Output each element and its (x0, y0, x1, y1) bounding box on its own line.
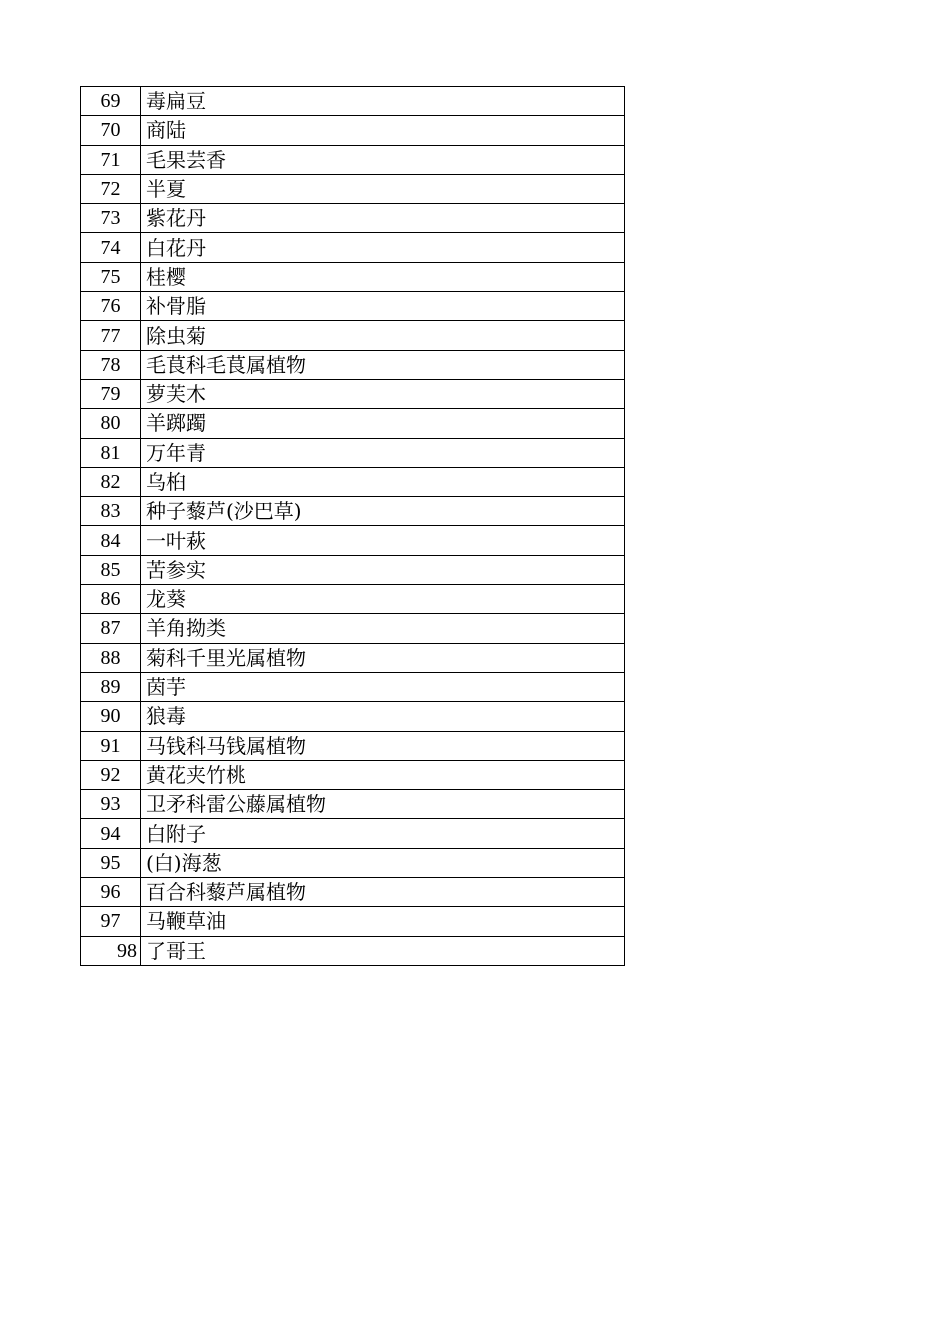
table-row (81, 702, 625, 731)
row-number: 78 (81, 350, 141, 379)
row-number: 97 (81, 907, 141, 936)
row-number: 98 (81, 936, 141, 965)
plant-name: 一叶萩 (141, 526, 625, 555)
plant-name: 万年青 (141, 438, 625, 467)
row-number: 74 (81, 233, 141, 262)
plant-name: 乌桕 (141, 467, 625, 496)
table-body (81, 87, 625, 966)
table-row (81, 731, 625, 760)
table-row (81, 643, 625, 672)
plant-name: 马钱科马钱属植物 (141, 731, 625, 760)
table-row (81, 848, 625, 877)
table-row (81, 614, 625, 643)
plant-name: 商陆 (141, 116, 625, 145)
plant-name: 除虫菊 (141, 321, 625, 350)
table-row (81, 672, 625, 701)
plant-name: 补骨脂 (141, 292, 625, 321)
plant-list-table (80, 86, 625, 966)
plant-name: 茵芋 (141, 672, 625, 701)
plant-name: 毒扁豆 (141, 87, 625, 116)
plant-name: 羊踯躅 (141, 409, 625, 438)
row-number: 92 (81, 760, 141, 789)
plant-name: 苦参实 (141, 555, 625, 584)
table-row (81, 760, 625, 789)
plant-name: (白)海葱 (141, 848, 625, 877)
row-number: 82 (81, 467, 141, 496)
table-row (81, 438, 625, 467)
row-number: 80 (81, 409, 141, 438)
table-row (81, 233, 625, 262)
plant-name: 龙葵 (141, 585, 625, 614)
row-number: 83 (81, 497, 141, 526)
table-row (81, 174, 625, 203)
row-number: 96 (81, 878, 141, 907)
table-row (81, 555, 625, 584)
row-number: 84 (81, 526, 141, 555)
row-number: 75 (81, 262, 141, 291)
row-number: 73 (81, 204, 141, 233)
plant-name: 黄花夹竹桃 (141, 760, 625, 789)
table-row (81, 409, 625, 438)
table-row (81, 497, 625, 526)
row-number: 93 (81, 790, 141, 819)
plant-name: 马鞭草油 (141, 907, 625, 936)
table-row (81, 585, 625, 614)
plant-name: 毛果芸香 (141, 145, 625, 174)
row-number: 89 (81, 672, 141, 701)
row-number: 77 (81, 321, 141, 350)
table-row (81, 467, 625, 496)
table-row (81, 878, 625, 907)
row-number: 69 (81, 87, 141, 116)
table-row (81, 819, 625, 848)
row-number: 94 (81, 819, 141, 848)
table-row (81, 204, 625, 233)
table-row (81, 321, 625, 350)
plant-name: 白花丹 (141, 233, 625, 262)
plant-name: 羊角拗类 (141, 614, 625, 643)
row-number: 76 (81, 292, 141, 321)
plant-name: 狼毒 (141, 702, 625, 731)
table-row (81, 526, 625, 555)
table-row (81, 350, 625, 379)
table-row (81, 145, 625, 174)
row-number: 70 (81, 116, 141, 145)
plant-name: 卫矛科雷公藤属植物 (141, 790, 625, 819)
plant-name: 种子藜芦(沙巴草) (141, 497, 625, 526)
table-row (81, 262, 625, 291)
plant-name: 萝芙木 (141, 379, 625, 408)
row-number: 90 (81, 702, 141, 731)
row-number: 79 (81, 379, 141, 408)
plant-name: 了哥王 (141, 936, 625, 965)
row-number: 88 (81, 643, 141, 672)
table-row (81, 936, 625, 965)
row-number: 91 (81, 731, 141, 760)
table-row (81, 379, 625, 408)
plant-name: 紫花丹 (141, 204, 625, 233)
table-row (81, 907, 625, 936)
row-number: 86 (81, 585, 141, 614)
table-row (81, 116, 625, 145)
plant-name: 菊科千里光属植物 (141, 643, 625, 672)
table-row (81, 87, 625, 116)
row-number: 81 (81, 438, 141, 467)
plant-name: 百合科藜芦属植物 (141, 878, 625, 907)
plant-name: 桂樱 (141, 262, 625, 291)
row-number: 87 (81, 614, 141, 643)
plant-name: 毛茛科毛茛属植物 (141, 350, 625, 379)
row-number: 95 (81, 848, 141, 877)
table-row (81, 292, 625, 321)
plant-name: 半夏 (141, 174, 625, 203)
row-number: 71 (81, 145, 141, 174)
plant-name: 白附子 (141, 819, 625, 848)
table-row (81, 790, 625, 819)
row-number: 72 (81, 174, 141, 203)
row-number: 85 (81, 555, 141, 584)
